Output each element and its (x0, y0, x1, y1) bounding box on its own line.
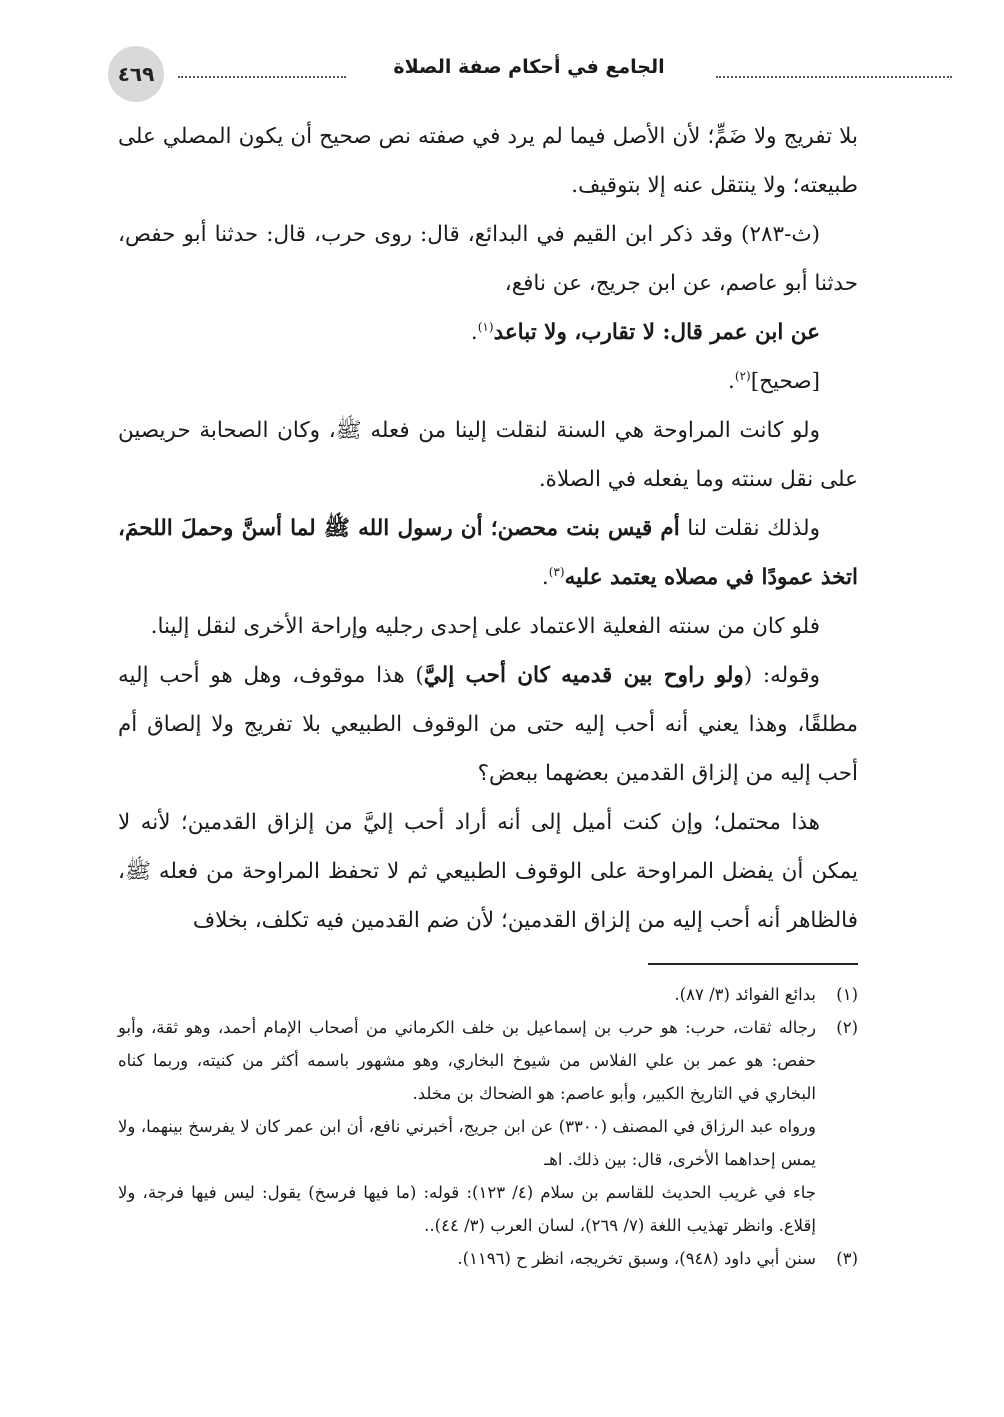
footnote-number: (٣) (836, 1249, 858, 1268)
footnote-text: ورواه عبد الرزاق في المصنف (٣٣٠٠) عن ابن جريج، أخبرني نافع، أن ابن عمر كان لا يفرسخ بينهما، ولا يمس إحداهما الأخرى، قال: بين ذلك. اهـ (118, 1117, 816, 1169)
hadith-text: عن ابن عمر قال: لا تقارب، ولا تباعد (493, 320, 820, 345)
paragraph-8-end: ) هذا موقوف، وهل هو أحب إليه مطلقًا، وهذا يعني أنه أحب إليه حتى من الوقوف الطبيعي بلا تفريج ولا إلصاق أم أحب إليه من إلزاق القدمين بعضهما ببعض؟ (118, 663, 858, 786)
header-dotted-leader-left (178, 76, 346, 78)
footnote-separator (648, 963, 858, 965)
quoted-statement: ولو راوح بين قدميه كان أحب إليَّ (423, 663, 744, 688)
footnote-text: رجاله ثقات، حرب: هو حرب بن إسماعيل بن خلف الكرماني من أصحاب الإمام أحمد، وهو ثقة، وأبو حفص: هو عمر بن علي الفلاس من شيوخ البخاري، وهو مشهور باسمه أكثر من كنيته، وربما كناه البخاري في التاريخ الكبير، وأبو عاصم: هو الضحاك بن مخلد. (118, 1018, 816, 1103)
footnote-text: سنن أبي داود (٩٤٨)، وسبق تخريجه، انظر ح (١١٩٦). (457, 1249, 816, 1268)
paragraph-4 (118, 357, 858, 406)
paragraph-7: فلو كان من سنته الفعلية الاعتماد على إحدى رجليه وإراحة الأخرى لنقل إلينا. (150, 614, 820, 639)
footnote-number: (٢) (836, 1018, 858, 1037)
footnote-text: جاء في غريب الحديث للقاسم بن سلام (٤/ ١٢٣): قوله: (ما فيها فرسخ) يقول: ليس فيها فرجة، ولا إقلاع. وانظر تهذيب اللغة (٧/ ٢٦٩)، لسان العرب (٣/ ٤٤).. (118, 1183, 816, 1235)
grade-label: [صحيح] (750, 369, 820, 394)
paragraph-8-start: وقوله: ( (743, 663, 820, 688)
footnote-ref-3[interactable]: (٣) (548, 564, 565, 579)
paragraph-6-start: ولذلك نقلت لنا (679, 516, 820, 541)
paragraph-6-end: . (541, 565, 549, 590)
footnote-2 (118, 1011, 858, 1242)
hadith-text-umm-qais: أم قيس بنت محصن؛ أن رسول الله ﷺ لما أسنَّ وحملَ اللحمَ، اتخذ عمودًا في مصلاه يعتمد عليه (118, 516, 858, 590)
footnote-3 (118, 1242, 858, 1275)
paragraph-2: (ث-٢٨٣) وقد ذكر ابن القيم في البدائع، قال: روى حرب، قال: حدثنا أبو حفص، حدثنا أبو عاصم، عن ابن جريج، عن نافع، (118, 222, 858, 296)
paragraph-8 (118, 651, 858, 798)
paragraph-4-end: . (728, 369, 735, 394)
paragraph-3 (118, 308, 858, 357)
page-number: ٤٦٩ (108, 46, 164, 102)
main-text (118, 112, 858, 945)
running-header (108, 46, 860, 102)
footnote-ref-1[interactable]: (١) (477, 319, 494, 334)
footnote-text: بدائع الفوائد (٣/ ٨٧). (674, 985, 816, 1004)
paragraph-3-end: . (470, 320, 478, 345)
header-dotted-leader-right (716, 76, 952, 78)
footnotes (118, 978, 858, 1275)
book-title: الجامع في أحكام صفة الصلاة (393, 56, 665, 78)
paragraph-9: هذا محتمل؛ وإن كنت أميل إلى أنه أراد أحب إليَّ من إلزاق القدمين؛ لأنه لا يمكن أن يفضل المراوحة على الوقوف الطبيعي ثم لا تحفظ المراوحة من فعله ﷺ، فالظاهر أنه أحب إليه من إلزاق القدمين؛ لأن ضم القدمين فيه تكلف، بخلاف (118, 810, 858, 933)
footnote-number: (١) (836, 985, 858, 1004)
paragraph-5: ولو كانت المراوحة هي السنة لنقلت إلينا من فعله ﷺ، وكان الصحابة حريصين على نقل سنته وما يفعله في الصلاة. (118, 418, 858, 492)
footnote-1 (118, 978, 858, 1011)
paragraph-6 (118, 504, 858, 602)
footnote-ref-2[interactable]: (٢) (734, 368, 751, 383)
paragraph-1: بلا تفريج ولا ضَمٍّ؛ لأن الأصل فيما لم يرد في صفته نص صحيح أن يكون المصلي على طبيعته؛ ولا ينتقل عنه إلا بتوقيف. (118, 124, 858, 198)
